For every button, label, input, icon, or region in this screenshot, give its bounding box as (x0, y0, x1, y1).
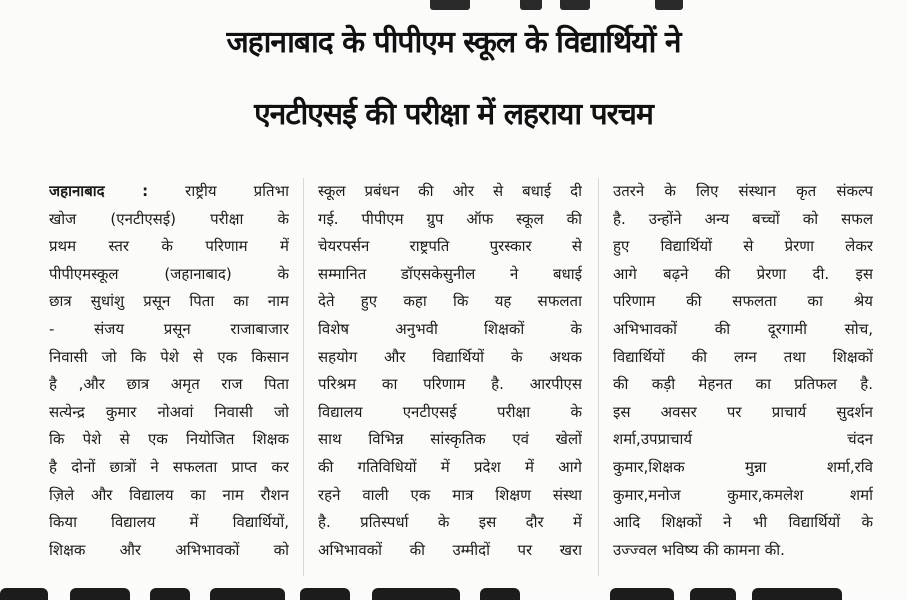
column-line: शिक्षक और अभिभावकों को (49, 540, 289, 559)
column-line: खोज (एनटीएसई) परीक्षा के (49, 209, 289, 228)
column-line: है. उन्होंने अन्य बच्चों को सफल (613, 209, 873, 228)
column-line: सम्मानित डॉएसकेसुनील ने बधाई (318, 264, 582, 283)
column-line: प्रथम स्तर के परिणाम में (49, 237, 289, 256)
column-line: आगे बढ़ने की प्रेरणा दी. इस (613, 264, 873, 283)
cropped-headline-below (0, 582, 907, 600)
column-line: अभिभावकों की दूरगामी सोच, (613, 319, 873, 338)
article-column-3 (613, 178, 873, 564)
column-line: किया विद्यालय में विद्यार्थियों, (49, 513, 289, 532)
column-line: है. प्रतिस्पर्धा के इस दौर में (318, 513, 582, 532)
column-line: कुमार,मनोज कुमार,कमलेश शर्मा (613, 485, 873, 504)
column-line: गई. पीपीएम ग्रुप ऑफ स्कूल की (318, 209, 582, 228)
headline-line-1: जहानाबाद के पीपीएम स्कूल के विद्यार्थियों ने (226, 25, 681, 60)
column-line: इस अवसर पर प्राचार्य सुदर्शन (613, 402, 873, 421)
dateline: जहानाबाद : (49, 182, 149, 200)
column-line: अभिभावकों की उम्मीदों पर खरा (318, 540, 582, 559)
column-line: सत्येन्द्र कुमार नोअवां निवासी जो (49, 402, 289, 421)
column-line: स्कूल प्रबंधन की ओर से बधाई दी (318, 182, 582, 200)
column-line: - संजय प्रसून राजाबाजार (49, 319, 289, 338)
column-line: कुमार,शिक्षक मुन्ना शर्मा,रवि (613, 457, 873, 476)
column-line: कि पेशे से एक नियोजित शिक्षक (49, 430, 289, 449)
column-line: विशेष अनुभवी शिक्षकों के (318, 319, 582, 338)
column-line: की गतिविधियों में प्रदेश में आगे (318, 457, 582, 476)
column-line: सहयोग और विद्यार्थियों के अथक (318, 347, 582, 366)
column-line: परिणाम की सफलता का श्रेय (613, 292, 873, 311)
column-line: जहानाबाद : राष्ट्रीय प्रतिभा (49, 182, 289, 200)
column-line: उज्ज्वल भविष्य की कामना की. (613, 540, 785, 559)
column-divider (303, 178, 304, 576)
column-line: पीपीएमस्कूल (जहानाबाद) के (49, 264, 289, 283)
column-line: निवासी जो कि पेशे से एक किसान (49, 347, 289, 366)
column-divider (598, 178, 599, 576)
column-line: देते हुए कहा कि यह सफलता (318, 292, 582, 311)
article-column-1 (49, 178, 289, 564)
column-line: हुए विद्यार्थियों से प्रेरणा लेकर (613, 237, 873, 256)
column-line: चेयरपर्सन राष्ट्रपति पुरस्कार से (318, 237, 582, 256)
column-line: ज़िले और विद्यालय का नाम रौशन (49, 485, 289, 504)
column-line: साथ विभिन्न सांस्कृतिक एवं खेलों (318, 430, 582, 449)
column-line: है ,और छात्र अमृत राज पिता (49, 375, 289, 394)
column-line: की कड़ी मेहनत का प्रतिफल है. (613, 375, 873, 394)
column-line: विद्यालय एनटीएसई परीक्षा के (318, 402, 582, 421)
column-line: छात्र सुधांशु प्रसून पिता का नाम (49, 292, 289, 311)
column-line: रहने वाली एक मात्र शिक्षण संस्था (318, 485, 582, 504)
column-line: है दोनों छात्रों ने सफलता प्राप्त कर (49, 457, 289, 476)
cropped-headline-above (0, 0, 907, 12)
column-line: शर्मा,उपप्राचार्य चंदन (613, 430, 873, 449)
column-line: विद्यार्थियों की लग्न तथा शिक्षकों (613, 347, 873, 366)
headline-line-2: एनटीएसई की परीक्षा में लहराया परचम (254, 97, 653, 132)
column-line: परिश्रम का परिणाम है. आरपीएस (318, 375, 582, 394)
column-line: आदि शिक्षकों ने भी विद्यार्थियों के (613, 513, 873, 532)
column-line: उतरने के लिए संस्थान कृत संकल्प (613, 182, 873, 200)
article-column-2 (318, 178, 582, 564)
